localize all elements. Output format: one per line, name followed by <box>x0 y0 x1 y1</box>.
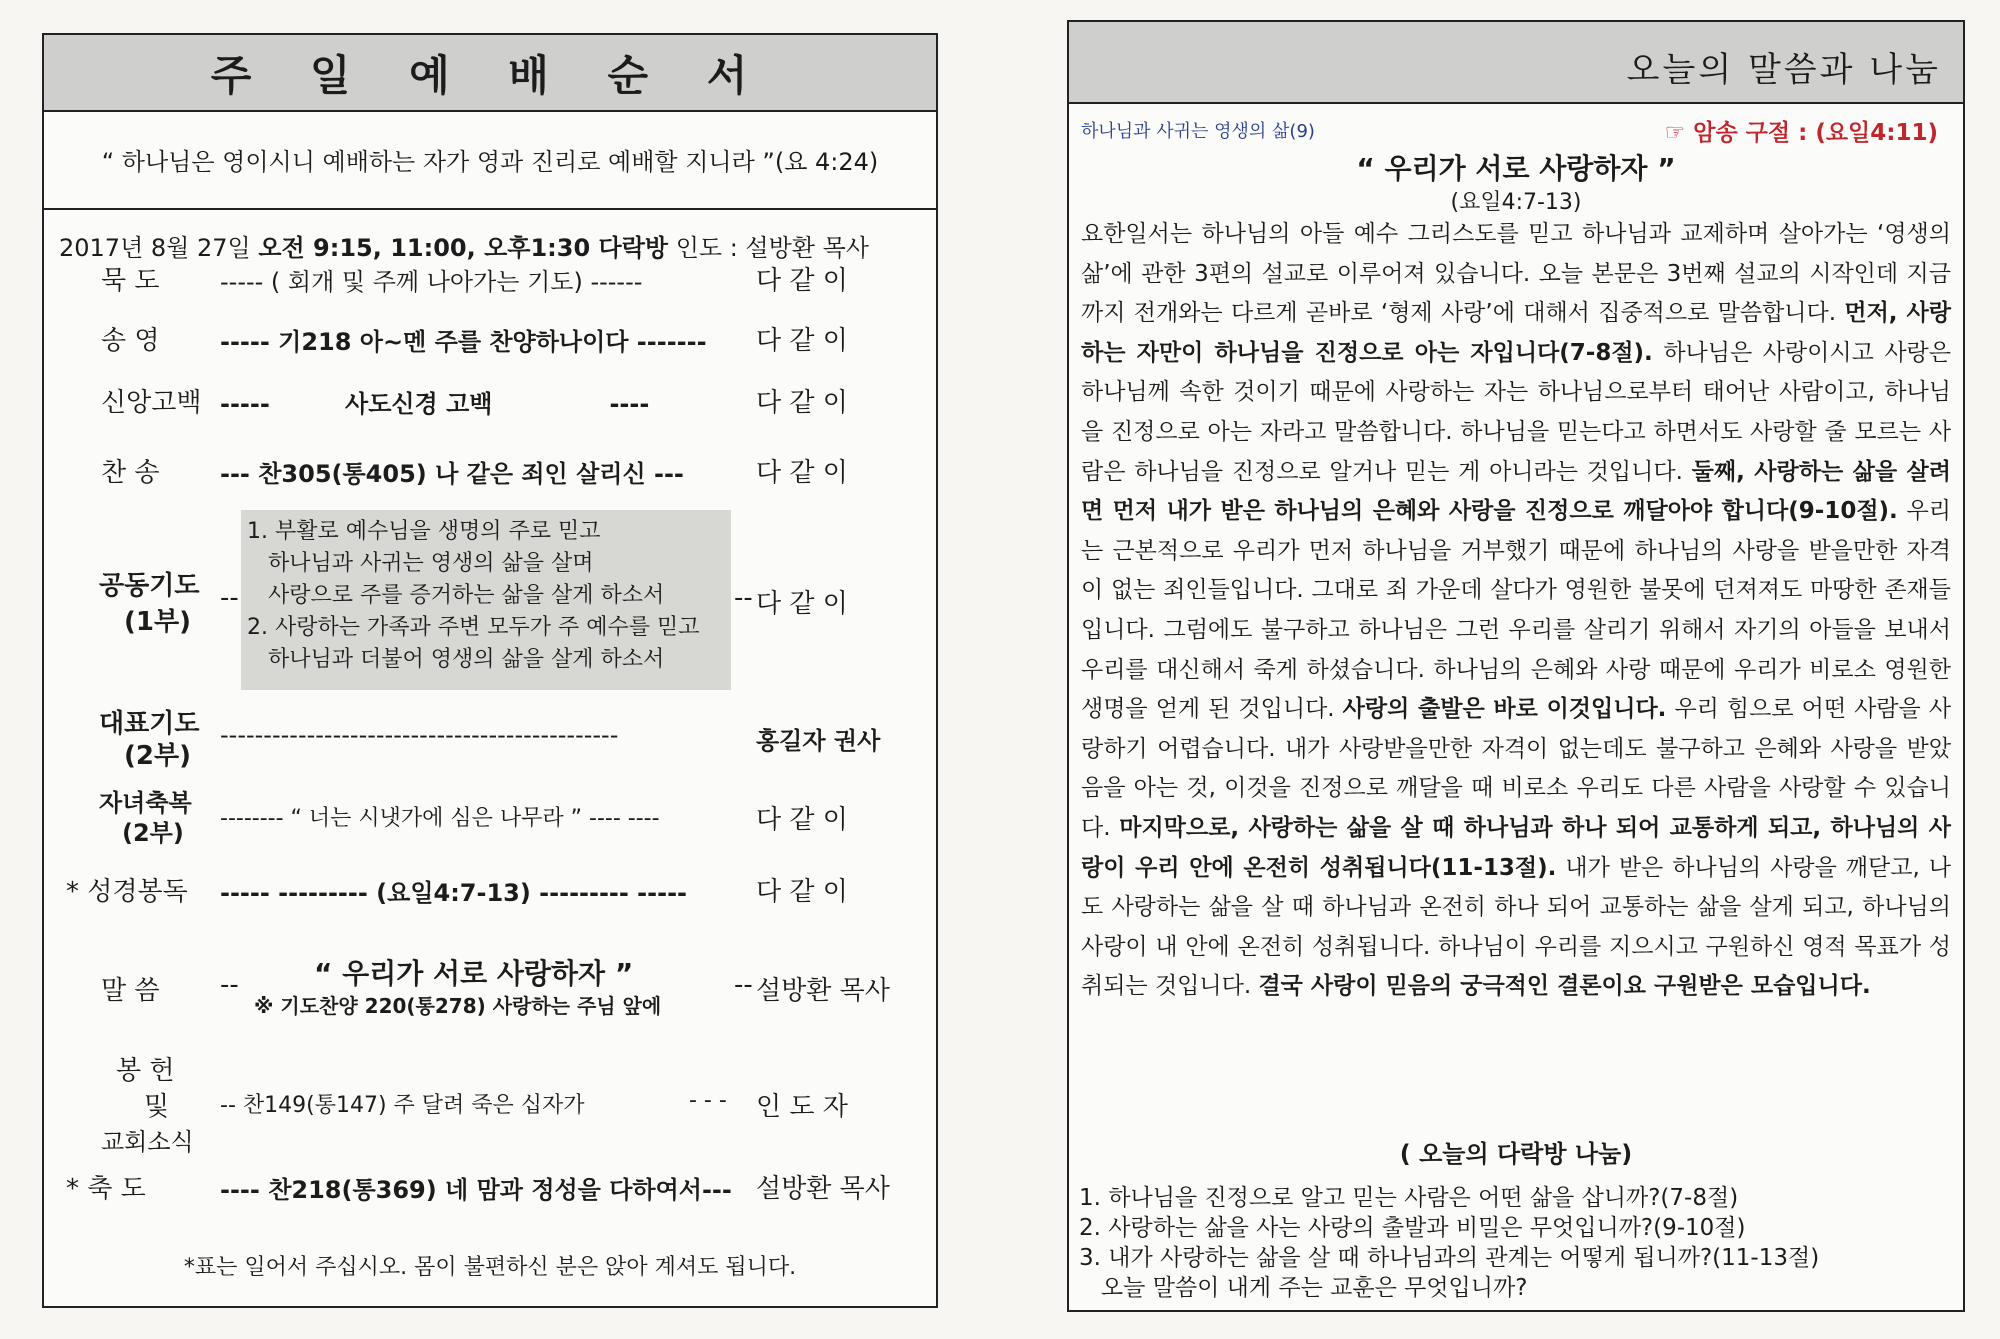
sermon-title: “ 우리가 서로 사랑하자 ” <box>1356 152 1676 185</box>
order-item-desc-end: -- <box>734 583 753 613</box>
body-text: 우리는 근본적으로 우리가 먼저 하나님을 거부했기 때문에 하나님의 사랑을 받을만한 자격이 없는 죄인들입니다. 그대로 죄 가운데 살다가 영원한 불못에 던져져도 마땅한 존재들입니다. 그럼에도 불구하고 하나님은 그런 우리를 살리기 위해서 자기의 아들을 보내서 우리를 대신해서 죽게 하셨습니다. 하나님의 은혜와 사랑 때문에 우리가 비로소 영원한 생명을 얻게 된 것입니다. <box>1081 498 1951 723</box>
body-emphasis: 둘째, 사랑하는 삶을 살려면 먼저 내가 받은 하나님의 은혜와 사랑을 진정으로 깨달아야 합니다(9-10절). <box>1081 458 1951 525</box>
service-date: 2017년 8월 27일 <box>59 234 259 262</box>
order-item-right: 설방환 목사 <box>756 1174 890 1204</box>
service-date-line <box>59 228 869 263</box>
order-item-sublabel: (2부) <box>122 819 184 847</box>
order-item-sublabel: (2부) <box>124 741 191 771</box>
discussion-question: 3. 내가 사랑하는 삶을 살 때 하나님과의 관계는 어떻게 됩니까?(11-13절) <box>1079 1245 1820 1271</box>
prayer-line: 하나님과 사귀는 영생의 삶을 살며 <box>247 551 594 576</box>
order-item-right: 다 같 이 <box>756 877 848 907</box>
sermon-body <box>1081 215 1951 1007</box>
order-item-label: 대표기도 <box>99 709 200 739</box>
worship-order-panel <box>42 33 938 1308</box>
sermon-header-title: 오늘의 말씀과 나눔 <box>1626 50 1941 90</box>
order-item-right: 다 같 이 <box>756 589 848 619</box>
order-item-label: * 성경봉독 <box>66 877 188 907</box>
discussion-question: 1. 하나님을 진정으로 알고 믿는 사람은 어떤 삶을 삽니까?(7-8절) <box>1079 1185 1739 1211</box>
order-item-desc-end: -- <box>734 970 753 1000</box>
order-item-desc: -- <box>220 583 239 613</box>
order-item-right: 다 같 이 <box>756 458 848 488</box>
order-item-desc-end: - - - <box>689 1088 727 1113</box>
order-item-desc: ----- ( 회개 및 주께 나아가는 기도) ------ <box>220 268 643 296</box>
series-title: 하나님과 사귀는 영생의 삶(9) <box>1081 121 1315 142</box>
body-emphasis: 결국 사랑이 믿음의 궁극적인 결론이요 구원받은 모습입니다. <box>1258 973 1871 1000</box>
sermon-subtitle: ※ 기도찬양 220(통278) 사랑하는 주님 앞에 <box>254 994 662 1018</box>
prayer-line: 하나님과 더불어 영생의 삶을 살게 하소서 <box>247 647 665 672</box>
discussion-title: ( 오늘의 다락방 나눔) <box>1399 1140 1633 1168</box>
sermon-title: “ 우리가 서로 사랑하자 ” <box>314 957 634 990</box>
order-item-label: 찬 송 <box>101 458 160 488</box>
discussion-question: 오늘 말씀이 내게 주는 교훈은 무엇입니까? <box>1079 1275 1528 1301</box>
order-item-label: 자녀축복 <box>99 789 192 817</box>
order-item-label: 묵 도 <box>101 266 160 296</box>
order-item-right: 다 같 이 <box>756 266 848 296</box>
order-item-sublabel: 및 <box>144 1092 170 1122</box>
body-emphasis: 사랑의 출발은 바로 이것입니다. <box>1342 696 1667 723</box>
body-text: 하나님은 사랑이시고 사랑은 하나님께 속한 것이기 때문에 사랑하는 자는 하나님으로부터 태어난 사람이고, 하나님을 진정으로 아는 자라고 말씀합니다. 하나님을 믿는다고 하면서도 사랑할 줄 모르는 사람은 하나님을 진정으로 알거나 믿는 게 아니라는 것입니다. <box>1081 339 1951 485</box>
order-item-right: 홍길자 권사 <box>756 727 881 755</box>
order-item-right: 다 같 이 <box>756 805 848 835</box>
order-item-desc: -- <box>220 970 239 1000</box>
body-text: 요한일서는 하나님의 아들 예수 그리스도를 믿고 하나님과 교제하며 살아가는 ‘영생의 삶’에 관한 3편의 설교로 이루어져 있습니다. 오늘 본문은 3번째 설교의 시작인데 지금까지 전개와는 다르게 곧바로 ‘형제 사랑’에 대해서 집중적으로 말씀합니다. <box>1081 221 1951 327</box>
order-item-desc: ----- --------- (요일4:7-13) --------- ----- <box>220 879 687 907</box>
order-item-label: 신앙고백 <box>101 388 202 418</box>
order-item-desc: ----- 기218 아~멘 주를 찬양하나이다 ------- <box>220 328 707 356</box>
order-item-desc: --- 찬305(통405) 나 같은 죄인 살리신 --- <box>220 460 684 488</box>
sermon-reference: (요일4:7-13) <box>1450 190 1582 215</box>
order-item-sublabel: (1부) <box>124 607 191 637</box>
order-item-label: 공동기도 <box>99 571 200 601</box>
sermon-sharing-panel <box>1067 20 1965 1312</box>
worship-order-title: 주 일 예 배 순 서 <box>44 35 936 112</box>
order-item-label: 말 씀 <box>101 976 160 1006</box>
sermon-header-bar <box>1069 22 1963 104</box>
body-text: 우리 힘으로 어떤 사람을 사랑하기 어렵습니다. 내가 사랑받을만한 자격이 없는데도 불구하고 은혜와 사랑을 받았음을 아는 것, 이것을 진정으로 깨달을 때 비로소 우리도 다른 사람을 사랑할 수 있습니다. <box>1081 696 1951 841</box>
order-item-label: 송 영 <box>101 326 160 356</box>
order-item-label: 봉 헌 <box>116 1056 175 1086</box>
prayer-line: 사랑으로 주를 증거하는 삶을 살게 하소서 <box>247 583 665 608</box>
body-emphasis: 먼저, 사랑하는 자만이 하나님을 진정으로 아는 자입니다(7-8절). <box>1081 300 1951 366</box>
memory-verse: ☞ 암송 구절 : (요일4:11) <box>1664 120 1938 146</box>
order-item-right: 설방환 목사 <box>756 976 890 1006</box>
order-item-desc: ---- 찬218(통369) 네 맘과 정성을 다하여서--- <box>220 1176 732 1204</box>
service-times: 오전 9:15, 11:00, 오후1:30 다락방 <box>258 234 669 262</box>
scripture-quote: “ 하나님은 영이시니 예배하는 자가 영과 진리로 예배할 지니라 ”(요 4:24) <box>44 110 936 210</box>
order-item-desc: -------- “ 너는 시냇가에 심은 나무라 ” ---- ---- <box>220 806 660 831</box>
standing-note: *표는 일어서 주십시오. 몸이 불편하신 분은 앉아 계셔도 됩니다. <box>183 1255 797 1280</box>
order-item-desc: -- 찬149(통147) 주 달려 죽은 십자가 <box>220 1093 585 1118</box>
service-leader: 인도 : 설방환 목사 <box>668 234 869 262</box>
order-item-right: 다 같 이 <box>756 326 848 356</box>
body-emphasis: 마지막으로, 사랑하는 삶을 살 때 하나님과 하나 되어 교통하게 되고, 하나님의 사랑이 우리 안에 온전히 성취됩니다(11-13절). <box>1081 814 1951 881</box>
prayer-line: 1. 부활로 예수님을 생명의 주로 믿고 <box>247 519 601 544</box>
order-item-desc: ----- 사도신경 고백 ---- <box>220 390 650 418</box>
order-item-sublabel: 교회소식 <box>101 1128 194 1156</box>
prayer-line: 2. 사랑하는 가족과 주변 모두가 주 예수를 믿고 <box>247 615 700 640</box>
order-item-right: 다 같 이 <box>756 388 848 418</box>
body-text: 내가 받은 하나님의 사랑을 깨닫고, 나도 사랑하는 삶을 살 때 하나님과 온전히 하나 되어 교통하는 삶을 살게 되고, 하나님의 사랑이 내 안에 온전히 성취됩니다. 하나님이 우리를 지으시고 구원하신 영적 목표가 성취되는 것입니다. <box>1081 854 1951 1000</box>
discussion-question: 2. 사랑하는 삶을 사는 사랑의 출발과 비밀은 무엇입니까?(9-10절) <box>1079 1215 1746 1241</box>
common-prayer-box <box>241 510 731 690</box>
order-item-label: * 축 도 <box>66 1174 146 1204</box>
order-item-desc: ---------------------------------------------- <box>220 721 619 749</box>
order-item-right: 인 도 자 <box>756 1092 848 1122</box>
